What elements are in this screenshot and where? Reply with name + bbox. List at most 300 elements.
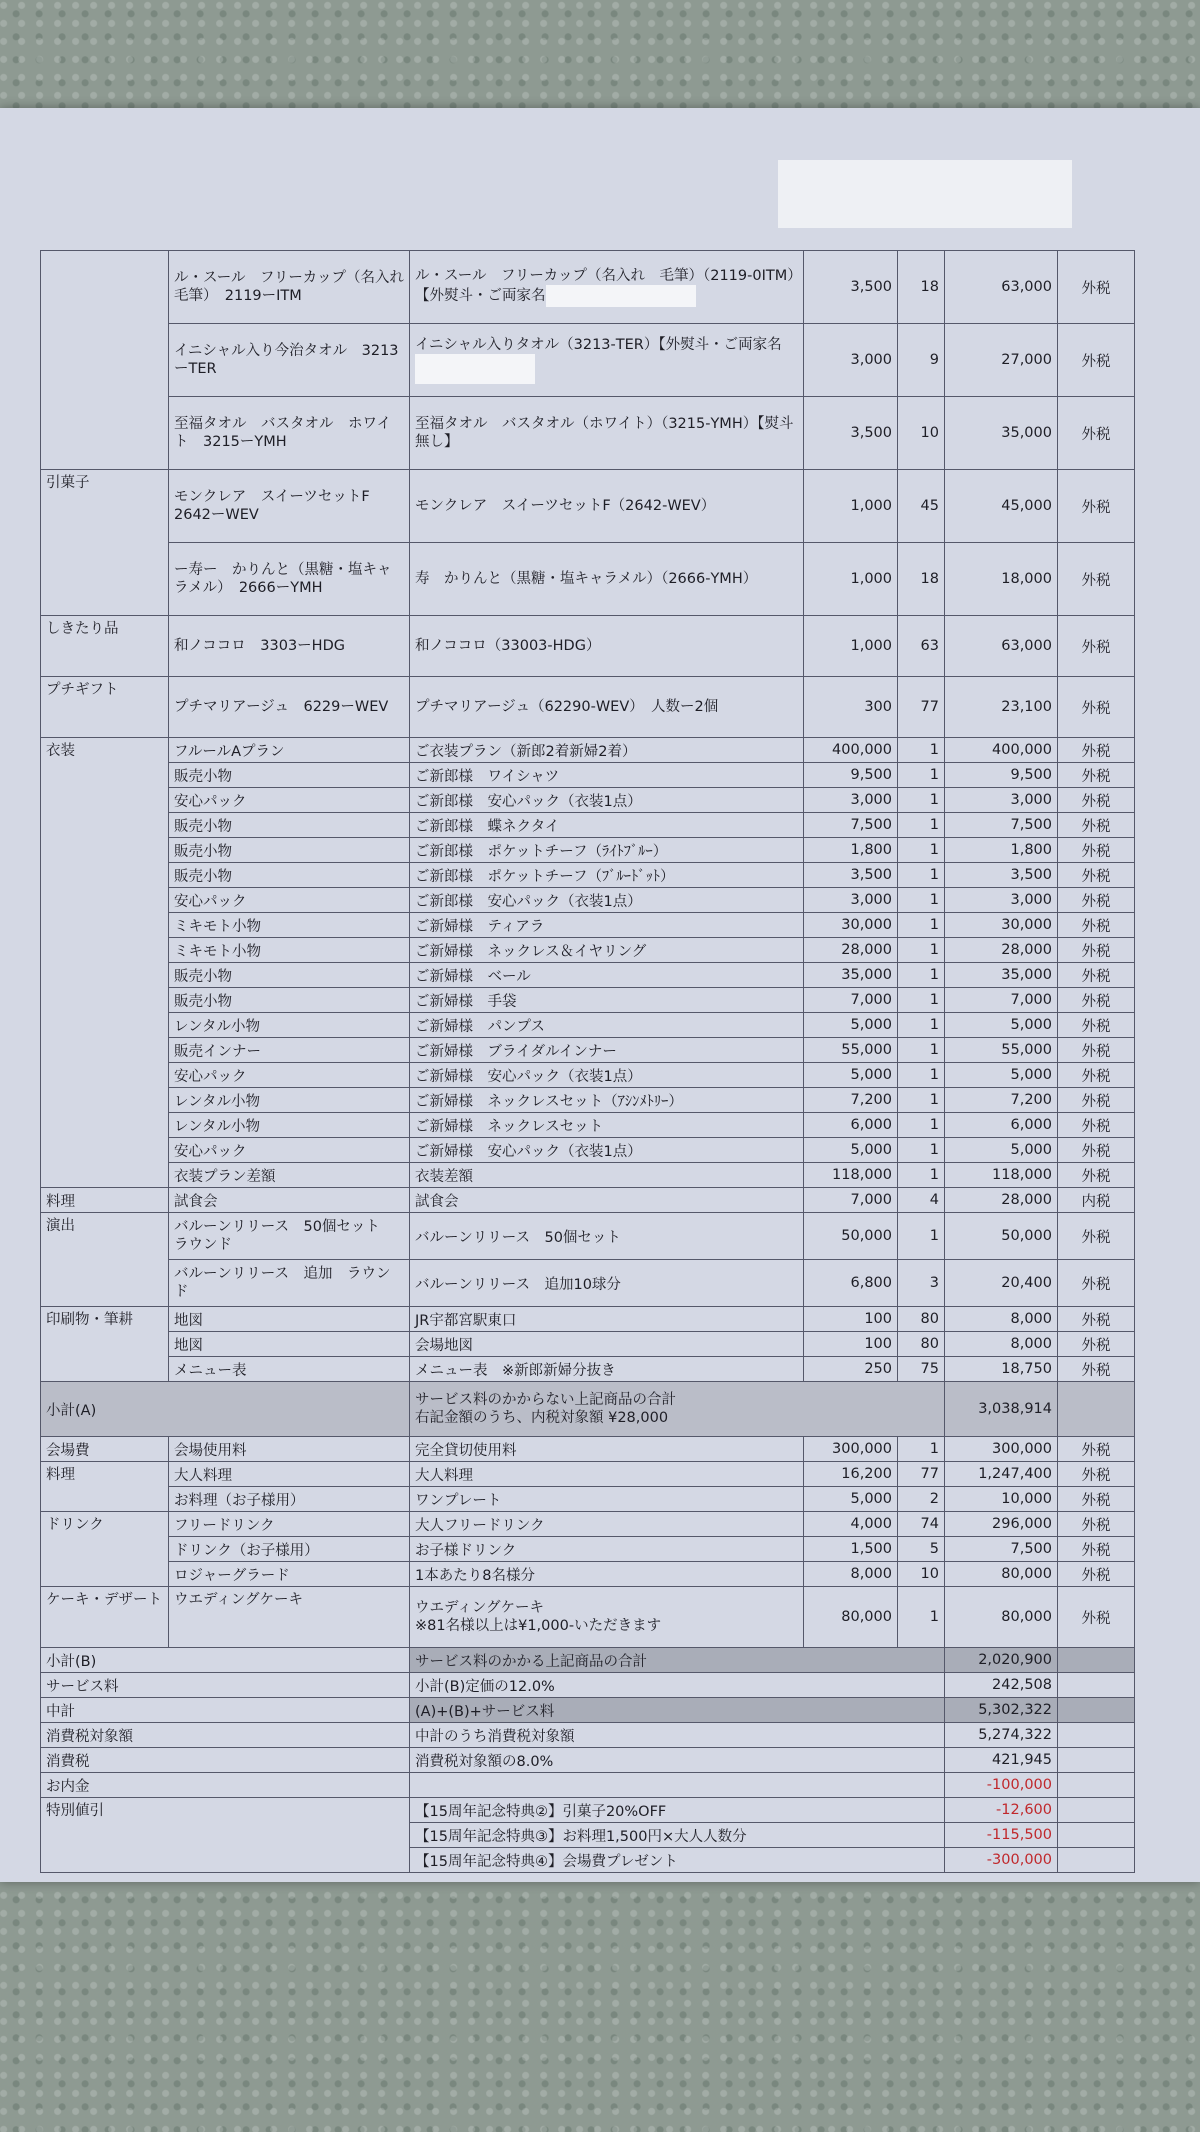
item-name: 地図 bbox=[169, 1307, 410, 1332]
item-desc: ご新婦様 パンプス bbox=[410, 1013, 804, 1038]
item-desc: 至福タオル バスタオル（ホワイト）（3215-YMH）【熨斗無し】 bbox=[410, 397, 804, 470]
discount-amount: -115,500 bbox=[945, 1823, 1058, 1848]
discount-desc: 【15周年記念特典③】お料理1,500円×大人人数分 bbox=[410, 1823, 945, 1848]
empty-cell bbox=[1058, 1773, 1135, 1798]
amount: 3,500 bbox=[945, 863, 1058, 888]
tax-type: 外税 bbox=[1058, 1307, 1135, 1332]
quantity: 1 bbox=[898, 1038, 945, 1063]
unit-price: 3,000 bbox=[804, 788, 898, 813]
amount: 27,000 bbox=[945, 324, 1058, 397]
summary-label: 消費税 bbox=[41, 1748, 410, 1773]
amount: 5,000 bbox=[945, 1138, 1058, 1163]
summary-row bbox=[41, 1648, 1135, 1673]
item-name: お料理（お子様用） bbox=[169, 1487, 410, 1512]
unit-price: 118,000 bbox=[804, 1163, 898, 1188]
tax-type: 外税 bbox=[1058, 251, 1135, 324]
item-desc: 1本あたり8名様分 bbox=[410, 1562, 804, 1587]
item-name: ー寿ー かりんと（黒糖・塩キャラメル） 2666ーYMH bbox=[169, 543, 410, 616]
table-row bbox=[41, 1260, 1135, 1307]
item-name: 販売小物 bbox=[169, 988, 410, 1013]
invoice-paper bbox=[0, 108, 1200, 1882]
item-name: レンタル小物 bbox=[169, 1088, 410, 1113]
amount: 63,000 bbox=[945, 251, 1058, 324]
item-desc: ご新婦様 安心パック（衣装1点） bbox=[410, 1063, 804, 1088]
summary-desc: (A)+(B)+サービス料 bbox=[410, 1698, 945, 1723]
quantity: 4 bbox=[898, 1188, 945, 1213]
category-cell: 引菓子 bbox=[41, 470, 169, 616]
summary-amount: 2,020,900 bbox=[945, 1648, 1058, 1673]
quantity: 18 bbox=[898, 251, 945, 324]
item-name: 販売小物 bbox=[169, 863, 410, 888]
table-row bbox=[41, 888, 1135, 913]
amount: 3,000 bbox=[945, 888, 1058, 913]
amount: 5,000 bbox=[945, 1013, 1058, 1038]
table-row bbox=[41, 1487, 1135, 1512]
item-name: 試食会 bbox=[169, 1188, 410, 1213]
tax-type: 外税 bbox=[1058, 1537, 1135, 1562]
quantity: 1 bbox=[898, 1013, 945, 1038]
empty-cell bbox=[1058, 1698, 1135, 1723]
subtotal-a-label: 小計(A) bbox=[41, 1382, 410, 1437]
item-name: イニシャル入り今治タオル 3213ーTER bbox=[169, 324, 410, 397]
category-cell: 演出 bbox=[41, 1213, 169, 1307]
item-desc: ご新婦様 ネックレス＆イヤリング bbox=[410, 938, 804, 963]
table-row bbox=[41, 763, 1135, 788]
item-name: フルールAプラン bbox=[169, 738, 410, 763]
unit-price: 7,200 bbox=[804, 1088, 898, 1113]
item-name: ウエディングケーキ bbox=[169, 1587, 410, 1648]
summary-desc: 小計(B)定価の12.0% bbox=[410, 1673, 945, 1698]
quantity: 1 bbox=[898, 1587, 945, 1648]
item-name: レンタル小物 bbox=[169, 1013, 410, 1038]
tax-type: 外税 bbox=[1058, 1113, 1135, 1138]
table-row bbox=[41, 1013, 1135, 1038]
quantity: 5 bbox=[898, 1537, 945, 1562]
quantity: 9 bbox=[898, 324, 945, 397]
table-row bbox=[41, 788, 1135, 813]
category-cell: プチギフト bbox=[41, 677, 169, 738]
category-cell: 衣装 bbox=[41, 738, 169, 1188]
category-cell: ケーキ・デザート bbox=[41, 1587, 169, 1648]
amount: 30,000 bbox=[945, 913, 1058, 938]
item-desc: ご新郎様 安心パック（衣装1点） bbox=[410, 788, 804, 813]
quantity: 80 bbox=[898, 1307, 945, 1332]
summary-desc: 消費税対象額の8.0% bbox=[410, 1748, 945, 1773]
table-row bbox=[41, 1188, 1135, 1213]
unit-price: 3,000 bbox=[804, 324, 898, 397]
amount: 18,750 bbox=[945, 1357, 1058, 1382]
amount: 296,000 bbox=[945, 1512, 1058, 1537]
item-desc: ご新郎様 ポケットチーフ（ﾗｲﾄﾌﾞﾙｰ） bbox=[410, 838, 804, 863]
table-row bbox=[41, 251, 1135, 324]
amount: 7,500 bbox=[945, 813, 1058, 838]
tax-type: 外税 bbox=[1058, 1512, 1135, 1537]
item-desc: イニシャル入りタオル（3213-TER）【外熨斗・ご両家名 bbox=[410, 324, 804, 397]
tax-type: 外税 bbox=[1058, 470, 1135, 543]
item-desc: ワンプレート bbox=[410, 1487, 804, 1512]
amount: 20,400 bbox=[945, 1260, 1058, 1307]
unit-price: 80,000 bbox=[804, 1587, 898, 1648]
item-name: 安心パック bbox=[169, 1063, 410, 1088]
item-name: 安心パック bbox=[169, 888, 410, 913]
tax-type: 外税 bbox=[1058, 938, 1135, 963]
item-name: ロジャーグラード bbox=[169, 1562, 410, 1587]
category-cell bbox=[41, 251, 169, 470]
amount: 50,000 bbox=[945, 1213, 1058, 1260]
unit-price: 1,000 bbox=[804, 470, 898, 543]
item-desc: ご新婦様 ネックレスセット bbox=[410, 1113, 804, 1138]
unit-price: 1,800 bbox=[804, 838, 898, 863]
item-name: メニュー表 bbox=[169, 1357, 410, 1382]
quantity: 1 bbox=[898, 788, 945, 813]
summary-amount: 421,945 bbox=[945, 1748, 1058, 1773]
item-name: フリードリンク bbox=[169, 1512, 410, 1537]
summary-row bbox=[41, 1748, 1135, 1773]
tax-type: 外税 bbox=[1058, 763, 1135, 788]
item-name: 至福タオル バスタオル ホワイト 3215ーYMH bbox=[169, 397, 410, 470]
table-row bbox=[41, 1512, 1135, 1537]
item-name: 販売小物 bbox=[169, 813, 410, 838]
summary-label: 小計(B) bbox=[41, 1648, 410, 1673]
discount-desc: 【15周年記念特典②】引菓子20%OFF bbox=[410, 1798, 945, 1823]
empty-cell bbox=[1058, 1673, 1135, 1698]
tax-type: 外税 bbox=[1058, 1038, 1135, 1063]
item-name: 安心パック bbox=[169, 788, 410, 813]
tax-type: 外税 bbox=[1058, 1013, 1135, 1038]
item-desc: ご新郎様 安心パック（衣装1点） bbox=[410, 888, 804, 913]
summary-label: 中計 bbox=[41, 1698, 410, 1723]
item-name: レンタル小物 bbox=[169, 1113, 410, 1138]
category-cell: 印刷物・筆耕 bbox=[41, 1307, 169, 1382]
tax-type: 外税 bbox=[1058, 1357, 1135, 1382]
table-row bbox=[41, 988, 1135, 1013]
unit-price: 7,500 bbox=[804, 813, 898, 838]
amount: 35,000 bbox=[945, 397, 1058, 470]
unit-price: 3,500 bbox=[804, 397, 898, 470]
empty-cell bbox=[1058, 1798, 1135, 1823]
amount: 45,000 bbox=[945, 470, 1058, 543]
item-desc: 完全貸切使用料 bbox=[410, 1437, 804, 1462]
unit-price: 4,000 bbox=[804, 1512, 898, 1537]
quantity: 18 bbox=[898, 543, 945, 616]
discount-amount: -300,000 bbox=[945, 1848, 1058, 1873]
table-row bbox=[41, 838, 1135, 863]
invoice-table bbox=[40, 250, 1135, 1873]
amount: 10,000 bbox=[945, 1487, 1058, 1512]
item-desc: 試食会 bbox=[410, 1188, 804, 1213]
quantity: 1 bbox=[898, 738, 945, 763]
table-row bbox=[41, 863, 1135, 888]
item-desc: ご新郎様 蝶ネクタイ bbox=[410, 813, 804, 838]
amount: 28,000 bbox=[945, 938, 1058, 963]
quantity: 1 bbox=[898, 1138, 945, 1163]
item-name: 安心パック bbox=[169, 1138, 410, 1163]
item-name: 販売小物 bbox=[169, 838, 410, 863]
amount: 8,000 bbox=[945, 1307, 1058, 1332]
amount: 7,500 bbox=[945, 1537, 1058, 1562]
quantity: 75 bbox=[898, 1357, 945, 1382]
unit-price: 35,000 bbox=[804, 963, 898, 988]
tax-type: 外税 bbox=[1058, 1138, 1135, 1163]
item-name: 販売小物 bbox=[169, 763, 410, 788]
amount: 400,000 bbox=[945, 738, 1058, 763]
unit-price: 5,000 bbox=[804, 1138, 898, 1163]
quantity: 1 bbox=[898, 1437, 945, 1462]
redacted-block bbox=[778, 160, 1072, 228]
unit-price: 7,000 bbox=[804, 1188, 898, 1213]
subtotal-a-desc: サービス料のかからない上記商品の合計 右記金額のうち、内税対象額 ¥28,000 bbox=[410, 1382, 945, 1437]
discount-desc: 【15周年記念特典④】会場費プレゼント bbox=[410, 1848, 945, 1873]
summary-amount: 5,302,322 bbox=[945, 1698, 1058, 1723]
table-row bbox=[41, 543, 1135, 616]
tax-type: 外税 bbox=[1058, 813, 1135, 838]
summary-row bbox=[41, 1673, 1135, 1698]
tax-type: 内税 bbox=[1058, 1188, 1135, 1213]
unit-price: 1,500 bbox=[804, 1537, 898, 1562]
item-name: ル・スール フリーカップ（名入れ毛筆） 2119ーITM bbox=[169, 251, 410, 324]
tax-type: 外税 bbox=[1058, 1063, 1135, 1088]
item-name: 販売インナー bbox=[169, 1038, 410, 1063]
amount: 1,247,400 bbox=[945, 1462, 1058, 1487]
amount: 35,000 bbox=[945, 963, 1058, 988]
item-name: バルーンリリース 追加 ラウンド bbox=[169, 1260, 410, 1307]
amount: 8,000 bbox=[945, 1332, 1058, 1357]
amount: 55,000 bbox=[945, 1038, 1058, 1063]
amount: 28,000 bbox=[945, 1188, 1058, 1213]
summary-desc bbox=[410, 1773, 945, 1798]
item-desc: 大人フリードリンク bbox=[410, 1512, 804, 1537]
amount: 23,100 bbox=[945, 677, 1058, 738]
table-row bbox=[41, 616, 1135, 677]
table-row bbox=[41, 913, 1135, 938]
tax-type: 外税 bbox=[1058, 738, 1135, 763]
quantity: 1 bbox=[898, 938, 945, 963]
table-row bbox=[41, 1063, 1135, 1088]
table-row bbox=[41, 1587, 1135, 1648]
item-name: モンクレア スイーツセットF 2642ーWEV bbox=[169, 470, 410, 543]
unit-price: 300,000 bbox=[804, 1437, 898, 1462]
unit-price: 5,000 bbox=[804, 1487, 898, 1512]
item-desc: ご新婦様 ブライダルインナー bbox=[410, 1038, 804, 1063]
unit-price: 1,000 bbox=[804, 616, 898, 677]
quantity: 1 bbox=[898, 863, 945, 888]
amount: 300,000 bbox=[945, 1437, 1058, 1462]
table-row bbox=[41, 677, 1135, 738]
summary-amount: -100,000 bbox=[945, 1773, 1058, 1798]
category-cell: 会場費 bbox=[41, 1437, 169, 1462]
table-row bbox=[41, 938, 1135, 963]
item-name: 衣装プラン差額 bbox=[169, 1163, 410, 1188]
redacted-block bbox=[415, 354, 535, 384]
summary-label: 消費税対象額 bbox=[41, 1723, 410, 1748]
item-name: 和ノココロ 3303ーHDG bbox=[169, 616, 410, 677]
unit-price: 100 bbox=[804, 1307, 898, 1332]
unit-price: 3,500 bbox=[804, 251, 898, 324]
quantity: 1 bbox=[898, 838, 945, 863]
empty-cell bbox=[1058, 1382, 1135, 1437]
tax-type: 外税 bbox=[1058, 616, 1135, 677]
table-row bbox=[41, 1307, 1135, 1332]
item-desc: ご新婦様 ベール bbox=[410, 963, 804, 988]
tax-type: 外税 bbox=[1058, 888, 1135, 913]
category-cell: ドリンク bbox=[41, 1512, 169, 1587]
discount-label: 特別値引 bbox=[41, 1798, 410, 1873]
item-desc: プチマリアージュ（62290-WEV） 人数ー2個 bbox=[410, 677, 804, 738]
quantity: 10 bbox=[898, 397, 945, 470]
unit-price: 1,000 bbox=[804, 543, 898, 616]
table-row bbox=[41, 397, 1135, 470]
summary-desc: サービス料のかかる上記商品の合計 bbox=[410, 1648, 945, 1673]
quantity: 1 bbox=[898, 1113, 945, 1138]
item-name: 会場使用料 bbox=[169, 1437, 410, 1462]
unit-price: 3,000 bbox=[804, 888, 898, 913]
summary-amount: 242,508 bbox=[945, 1673, 1058, 1698]
table-row bbox=[41, 1163, 1135, 1188]
table-row bbox=[41, 1113, 1135, 1138]
summary-desc: 中計のうち消費税対象額 bbox=[410, 1723, 945, 1748]
category-cell: しきたり品 bbox=[41, 616, 169, 677]
empty-cell bbox=[1058, 1848, 1135, 1873]
amount: 118,000 bbox=[945, 1163, 1058, 1188]
amount: 80,000 bbox=[945, 1587, 1058, 1648]
amount: 80,000 bbox=[945, 1562, 1058, 1587]
quantity: 1 bbox=[898, 1063, 945, 1088]
table-row bbox=[41, 470, 1135, 543]
quantity: 1 bbox=[898, 813, 945, 838]
item-desc: メニュー表 ※新郎新婦分抜き bbox=[410, 1357, 804, 1382]
table-row bbox=[41, 1213, 1135, 1260]
item-name: 地図 bbox=[169, 1332, 410, 1357]
amount: 7,200 bbox=[945, 1088, 1058, 1113]
table-row bbox=[41, 1562, 1135, 1587]
summary-row bbox=[41, 1773, 1135, 1798]
quantity: 1 bbox=[898, 888, 945, 913]
unit-price: 8,000 bbox=[804, 1562, 898, 1587]
unit-price: 6,800 bbox=[804, 1260, 898, 1307]
tax-type: 外税 bbox=[1058, 1088, 1135, 1113]
amount: 3,000 bbox=[945, 788, 1058, 813]
summary-label: お内金 bbox=[41, 1773, 410, 1798]
table-row bbox=[41, 963, 1135, 988]
tax-type: 外税 bbox=[1058, 1462, 1135, 1487]
tax-type: 外税 bbox=[1058, 677, 1135, 738]
subtotal-a-amount: 3,038,914 bbox=[945, 1382, 1058, 1437]
item-name: ドリンク（お子様用） bbox=[169, 1537, 410, 1562]
item-name: ミキモト小物 bbox=[169, 913, 410, 938]
tax-type: 外税 bbox=[1058, 863, 1135, 888]
unit-price: 300 bbox=[804, 677, 898, 738]
item-name: ミキモト小物 bbox=[169, 938, 410, 963]
tax-type: 外税 bbox=[1058, 838, 1135, 863]
item-desc: ご新婦様 ティアラ bbox=[410, 913, 804, 938]
quantity: 1 bbox=[898, 963, 945, 988]
tax-type: 外税 bbox=[1058, 988, 1135, 1013]
table-row bbox=[41, 1038, 1135, 1063]
summary-row bbox=[41, 1698, 1135, 1723]
summary-row bbox=[41, 1723, 1135, 1748]
summary-amount: 5,274,322 bbox=[945, 1723, 1058, 1748]
quantity: 1 bbox=[898, 1163, 945, 1188]
item-desc: 寿 かりんと（黒糖・塩キャラメル）（2666-YMH） bbox=[410, 543, 804, 616]
unit-price: 9,500 bbox=[804, 763, 898, 788]
item-desc: お子様ドリンク bbox=[410, 1537, 804, 1562]
unit-price: 5,000 bbox=[804, 1063, 898, 1088]
unit-price: 5,000 bbox=[804, 1013, 898, 1038]
item-desc: ご新婦様 安心パック（衣装1点） bbox=[410, 1138, 804, 1163]
item-desc: 会場地図 bbox=[410, 1332, 804, 1357]
quantity: 1 bbox=[898, 1088, 945, 1113]
discount-amount: -12,600 bbox=[945, 1798, 1058, 1823]
empty-cell bbox=[1058, 1823, 1135, 1848]
discount-row bbox=[41, 1798, 1135, 1823]
quantity: 45 bbox=[898, 470, 945, 543]
tax-type: 外税 bbox=[1058, 1213, 1135, 1260]
amount: 5,000 bbox=[945, 1063, 1058, 1088]
amount: 7,000 bbox=[945, 988, 1058, 1013]
table-row bbox=[41, 1537, 1135, 1562]
item-name: バルーンリリース 50個セット ラウンド bbox=[169, 1213, 410, 1260]
item-desc: モンクレア スイーツセットF（2642-WEV） bbox=[410, 470, 804, 543]
unit-price: 6,000 bbox=[804, 1113, 898, 1138]
subtotal-a-row bbox=[41, 1382, 1135, 1437]
empty-cell bbox=[1058, 1723, 1135, 1748]
unit-price: 28,000 bbox=[804, 938, 898, 963]
amount: 63,000 bbox=[945, 616, 1058, 677]
tax-type: 外税 bbox=[1058, 1260, 1135, 1307]
empty-cell bbox=[1058, 1648, 1135, 1673]
quantity: 1 bbox=[898, 763, 945, 788]
unit-price: 7,000 bbox=[804, 988, 898, 1013]
tax-type: 外税 bbox=[1058, 1332, 1135, 1357]
table-row bbox=[41, 1138, 1135, 1163]
unit-price: 3,500 bbox=[804, 863, 898, 888]
item-desc: 和ノココロ（33003-HDG） bbox=[410, 616, 804, 677]
tax-type: 外税 bbox=[1058, 397, 1135, 470]
item-desc: ご新郎様 ポケットチーフ（ﾌﾞﾙｰﾄﾞｯﾄ） bbox=[410, 863, 804, 888]
item-desc: ウエディングケーキ ※81名様以上は¥1,000-いただきます bbox=[410, 1587, 804, 1648]
quantity: 77 bbox=[898, 1462, 945, 1487]
quantity: 10 bbox=[898, 1562, 945, 1587]
quantity: 80 bbox=[898, 1332, 945, 1357]
item-desc: 大人料理 bbox=[410, 1462, 804, 1487]
item-desc: ル・スール フリーカップ（名入れ 毛筆）（2119-0ITM）【外熨斗・ご両家名 bbox=[410, 251, 804, 324]
item-desc: バルーンリリース 追加10球分 bbox=[410, 1260, 804, 1307]
redacted-block bbox=[546, 285, 696, 307]
tax-type: 外税 bbox=[1058, 324, 1135, 397]
quantity: 74 bbox=[898, 1512, 945, 1537]
tax-type: 外税 bbox=[1058, 1163, 1135, 1188]
quantity: 3 bbox=[898, 1260, 945, 1307]
item-desc: JR宇都宮駅東口 bbox=[410, 1307, 804, 1332]
amount: 9,500 bbox=[945, 763, 1058, 788]
tax-type: 外税 bbox=[1058, 1587, 1135, 1648]
item-desc: ご新婦様 ネックレスセット（ｱｼﾝﾒﾄﾘｰ） bbox=[410, 1088, 804, 1113]
item-name: 販売小物 bbox=[169, 963, 410, 988]
summary-label: サービス料 bbox=[41, 1673, 410, 1698]
unit-price: 100 bbox=[804, 1332, 898, 1357]
amount: 18,000 bbox=[945, 543, 1058, 616]
amount: 1,800 bbox=[945, 838, 1058, 863]
category-cell: 料理 bbox=[41, 1188, 169, 1213]
quantity: 2 bbox=[898, 1487, 945, 1512]
item-name: プチマリアージュ 6229ーWEV bbox=[169, 677, 410, 738]
item-desc: ご新郎様 ワイシャツ bbox=[410, 763, 804, 788]
item-desc: 衣装差額 bbox=[410, 1163, 804, 1188]
tax-type: 外税 bbox=[1058, 963, 1135, 988]
unit-price: 400,000 bbox=[804, 738, 898, 763]
quantity: 1 bbox=[898, 1213, 945, 1260]
unit-price: 30,000 bbox=[804, 913, 898, 938]
